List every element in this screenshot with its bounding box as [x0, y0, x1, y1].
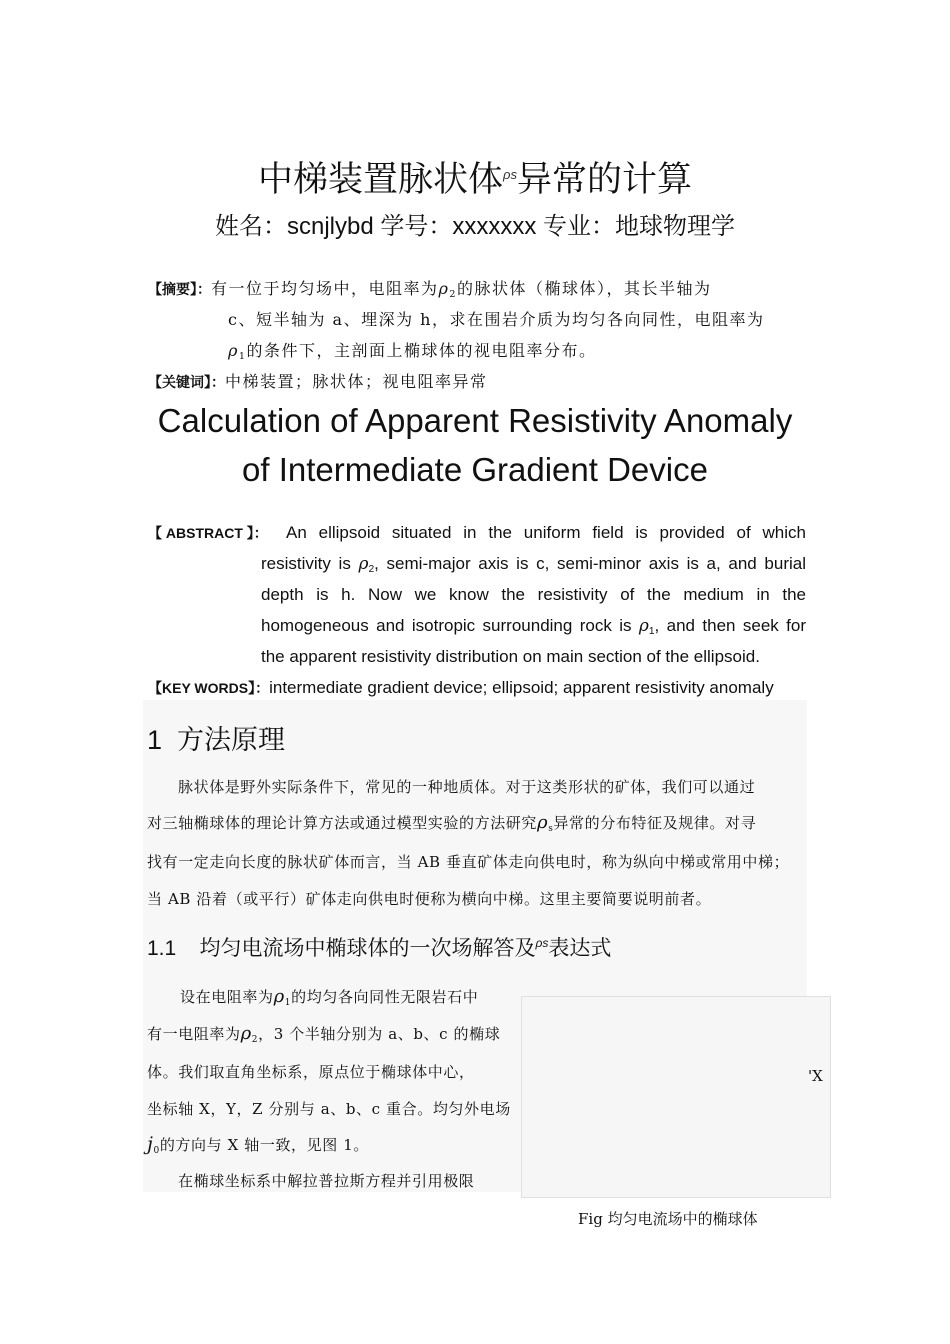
section-1-para-line4: 当 AB 沿着（或平行）矿体走向供电时便称为横向中梯。这里主要简要说明前者。 — [147, 890, 712, 908]
section-1-1-line2 — [147, 1023, 500, 1045]
section-text: 对三轴椭球体的理论计算方法或通过模型实验的方法研究 — [147, 814, 538, 832]
rho-subscript: 2 — [449, 289, 458, 300]
abstract-en-line4 — [261, 616, 806, 637]
section-text: 异常的分布特征及规律。对寻 — [553, 814, 757, 832]
rho-subscript: 2 — [368, 564, 375, 575]
author-line: 姓名：scnjlybd 学号：xxxxxxx 专业：地球物理学 — [214, 213, 736, 240]
section-1-1-line6: 在椭球坐标系中解拉普拉斯方程并引用极限 — [178, 1172, 475, 1190]
rho-symbol: ρ — [240, 1023, 252, 1044]
title-text-before: 中梯装置脉状体 — [258, 160, 504, 199]
j-symbol: j — [147, 1133, 154, 1155]
title-symbol: ρs — [535, 936, 549, 950]
section-1-1-line3: 体。我们取直角坐标系，原点位于椭球体中心， — [147, 1063, 475, 1081]
section-title: 表达式 — [548, 937, 612, 960]
abstract-en-line1 — [148, 523, 806, 543]
section-1-1-line4: 坐标轴 X，Y，Z 分别与 a、b、c 重合。均匀外电场 — [147, 1100, 511, 1118]
section-1-heading — [147, 718, 285, 757]
abstract-en-line2 — [261, 554, 806, 575]
rho-symbol: ρ — [273, 986, 285, 1007]
abstract-en-label: 【 ABSTRACT 】： — [148, 525, 268, 541]
abstract-en-text: , semi-major axis is c, semi-minor axis is a, and burial — [374, 554, 806, 573]
keywords-cn-label: 【关键词】： — [148, 374, 225, 390]
rho-subscript: 2 — [251, 1035, 259, 1045]
title-symbol: ρs — [503, 167, 517, 182]
rho-symbol: ρ — [358, 554, 369, 574]
section-1-1-line5 — [147, 1133, 369, 1156]
title-text-after: 异常的计算 — [516, 160, 692, 199]
abstract-en-text: , and then seek for — [654, 616, 806, 635]
rho-subscript: 1 — [284, 998, 292, 1008]
abstract-en-text: resistivity is — [261, 554, 359, 573]
section-title: 方法原理 — [177, 725, 286, 755]
section-title: 均匀电流场中椭球体的一次场解答及 — [199, 937, 536, 960]
abstract-en-text: An ellipsoid situated in the uniform field is provided of which — [286, 523, 806, 542]
rho-symbol: ρ — [537, 812, 549, 833]
j-subscript: 0 — [153, 1146, 160, 1156]
section-text: 的方向与 X 轴一致，见图 1。 — [159, 1136, 369, 1154]
keywords-en-text: intermediate gradient device; ellipsoid; apparent resistivity anomaly — [269, 678, 774, 697]
rho-subscript: 1 — [648, 626, 655, 637]
keywords-en-label: 【KEY WORDS】： — [148, 680, 270, 696]
abstract-en-line5: the apparent resistivity distribution on main section of the ellipsoid. — [261, 647, 760, 666]
section-text: 的均匀各向同性无限岩石中 — [291, 988, 479, 1006]
rho-symbol: ρ — [228, 341, 239, 360]
section-text: 设在电阻率为 — [180, 988, 274, 1006]
abstract-cn-text: 有一位于均匀场中，电阻率为 — [211, 279, 439, 298]
section-1-para-line2 — [147, 812, 756, 834]
section-text: 有一电阻率为 — [147, 1025, 241, 1043]
abstract-cn-line2: c、短半轴为 a、埋深为 h，求在围岩介质为均匀各向同性，电阻率为 — [228, 310, 765, 329]
rho-subscript: s — [548, 824, 554, 834]
rho-symbol: ρ — [638, 616, 649, 636]
keywords-cn-text: 中梯装置；脉状体；视电阻率异常 — [225, 372, 488, 391]
abstract-cn-text: 的条件下，主剖面上椭球体的视电阻率分布。 — [246, 341, 597, 360]
keywords-en — [148, 678, 774, 698]
figure-1 — [521, 996, 831, 1198]
english-title-line1: Calculation of Apparent Resistivity Anomaly — [157, 402, 793, 439]
page-title — [0, 152, 950, 202]
abstract-cn-line1 — [148, 276, 712, 300]
keywords-cn — [148, 369, 488, 392]
abstract-cn-text: 的脉状体（椭球体），其长半轴为 — [457, 279, 712, 298]
abstract-en-line3: depth is h. Now we know the resistivity of the medium in the — [261, 585, 806, 604]
section-text: ，3 个半轴分别为 a、b、c 的椭球 — [258, 1025, 501, 1043]
figure-caption: Fig 均匀电流场中的椭球体 — [578, 1210, 758, 1228]
section-1-1-line1 — [180, 986, 478, 1008]
english-title-line2: of Intermediate Gradient Device — [242, 451, 708, 488]
rho-symbol: ρ — [438, 279, 450, 298]
section-1-1-heading — [147, 932, 611, 962]
section-number: 1 — [147, 725, 163, 755]
rho-subscript: 1 — [238, 351, 247, 362]
abstract-cn-line3 — [228, 338, 597, 362]
figure-axis-label: 'X — [808, 1067, 823, 1085]
section-1-para-line3: 找有一定走向长度的脉状矿体而言，当 AB 垂直矿体走向供电时，称为纵向中梯或常用中梯； — [147, 853, 790, 871]
abstract-cn-label: 【摘要】： — [148, 281, 211, 297]
abstract-en-text: homogeneous and isotropic surrounding rock is — [261, 616, 639, 635]
section-1-para-line1: 脉状体是野外实际条件下，常见的一种地质体。对于这类形状的矿体，我们可以通过 — [178, 778, 756, 796]
section-number: 1.1 — [147, 937, 177, 960]
